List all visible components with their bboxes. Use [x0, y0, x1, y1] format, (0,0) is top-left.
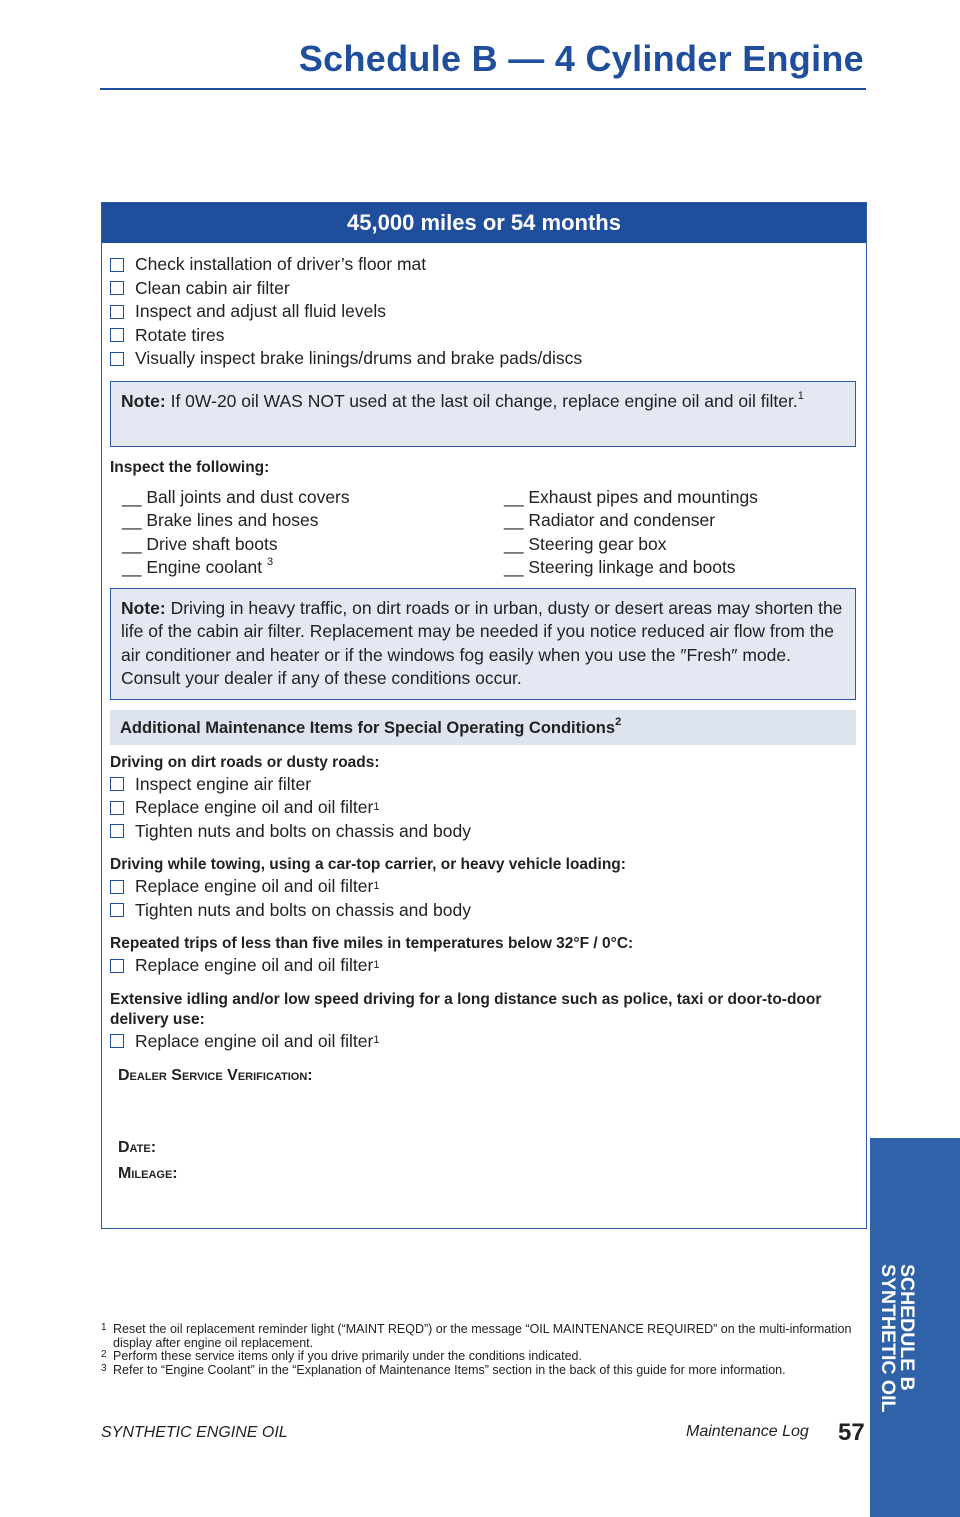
- condition-checklist: [110, 1030, 856, 1054]
- mileage-label: Mileage:: [118, 1165, 178, 1182]
- dealer-verification-label: Dealer Service Verification:: [118, 1067, 313, 1084]
- checklist-item[interactable]: Check installation of driver’s floor mat: [110, 253, 856, 277]
- footnote-ref: 1: [797, 389, 804, 402]
- checkbox[interactable]: [110, 824, 124, 838]
- footnote: 2 Perform these service items only if you drive primarily under the conditions indicated.: [101, 1349, 582, 1363]
- page-number: 57: [838, 1419, 865, 1446]
- inspect-heading: Inspect the following:: [110, 458, 270, 476]
- checkbox[interactable]: [110, 258, 124, 272]
- checkbox[interactable]: [110, 1034, 124, 1048]
- checklist-item[interactable]: Tighten nuts and bolts on chassis and body: [110, 820, 856, 844]
- checkbox[interactable]: [110, 328, 124, 342]
- checklist-item[interactable]: Inspect engine air filter: [110, 773, 856, 797]
- title-divider: [100, 88, 866, 90]
- inspect-item: __ Steering linkage and boots: [504, 557, 736, 577]
- section-side-tab[interactable]: [870, 1138, 960, 1517]
- card-body: [102, 243, 866, 1183]
- footnote-ref: 3: [266, 556, 274, 569]
- checkbox[interactable]: [110, 352, 124, 366]
- note-text: If 0W-20 oil WAS NOT used at the last oil change, replace engine oil and oil filter.: [170, 390, 798, 411]
- note-text: Driving in heavy traffic, on dirt roads or in urban, dusty or desert areas may shorten the life of the cabin air filter. Replacement may be needed if you notice reduced air flow from the air conditioner and heater or if the windows fog easily when you use the ″Fresh″ mode. Consult your dealer if any of these conditions occur.: [121, 597, 843, 688]
- checklist-item[interactable]: Replace engine oil and oil filter $^1$: [110, 954, 856, 978]
- condition-checklist: [110, 954, 856, 978]
- inspect-item: __ Engine coolant $^3$: [122, 556, 274, 577]
- checklist-item[interactable]: Rotate tires: [110, 324, 856, 348]
- checklist-item[interactable]: Inspect and adjust all fluid levels: [110, 300, 856, 324]
- checkbox[interactable]: [110, 959, 124, 973]
- page-title: Schedule B — 4 Cylinder Engine: [298, 38, 864, 79]
- cabin-filter-note: [110, 588, 856, 700]
- inspect-item: __ Ball joints and dust covers: [122, 486, 350, 507]
- condition-heading: Driving while towing, using a car-top carrier, or heavy vehicle loading:: [110, 856, 626, 873]
- inspect-item: __ Steering gear box: [504, 533, 667, 554]
- interval-header: 45,000 miles or 54 months: [102, 203, 866, 243]
- inspect-list: [110, 486, 856, 580]
- checkbox[interactable]: [110, 281, 124, 295]
- checkbox[interactable]: [110, 903, 124, 917]
- footnote-ref: 2: [615, 716, 622, 728]
- checklist-item[interactable]: Replace engine oil and oil filter $^1$: [110, 875, 856, 899]
- condition-heading: Driving on dirt roads or dusty roads:: [110, 753, 380, 771]
- footnote: 1 Reset the oil replacement reminder light (“MAINT REQD”) or the message “OIL MAINTENANCE REQUIRED” on the multi-information display after engine oil replacement.: [101, 1322, 852, 1350]
- footer-log-label: Maintenance Log: [686, 1423, 809, 1440]
- checklist-item[interactable]: Clean cabin air filter: [110, 277, 856, 301]
- inspect-item: __ Brake lines and hoses: [122, 510, 319, 530]
- condition-heading: Repeated trips of less than five miles in temperatures below 32°F / 0°C:: [110, 935, 634, 952]
- checklist-item[interactable]: Tighten nuts and bolts on chassis and body: [110, 899, 856, 923]
- checklist-item[interactable]: Replace engine oil and oil filter $^1$: [110, 796, 856, 820]
- note-label: Note:: [121, 390, 166, 411]
- checkbox[interactable]: [110, 305, 124, 319]
- condition-checklist: [110, 875, 856, 922]
- checklist-item[interactable]: Replace engine oil and oil filter $^1$: [110, 1030, 856, 1054]
- condition-checklist: [110, 773, 856, 844]
- checkbox[interactable]: [110, 801, 124, 815]
- note-label: Note:: [121, 597, 166, 618]
- inspect-item: __ Radiator and condenser: [504, 510, 716, 530]
- footnotes: [101, 1323, 863, 1377]
- checkbox[interactable]: [110, 777, 124, 791]
- date-label: Date:: [118, 1139, 157, 1156]
- service-checklist: [110, 253, 856, 371]
- side-tab-label: SCHEDULE B SYNTHETIC OIL: [877, 1264, 918, 1413]
- footer-section-label: SYNTHETIC ENGINE OIL: [101, 1424, 288, 1441]
- checkbox[interactable]: [110, 880, 124, 894]
- inspect-item: __ Exhaust pipes and mountings: [504, 486, 758, 507]
- inspect-item: __ Drive shaft boots: [122, 533, 278, 554]
- footnote: 3 Refer to “Engine Coolant” in the “Explanation of Maintenance Items” section in the back of this guide for more information.: [101, 1362, 786, 1377]
- maintenance-card: [101, 202, 867, 1229]
- special-conditions-band: Additional Maintenance Items for Special Operating Conditions$^2$: [110, 710, 856, 745]
- condition-heading: Extensive idling and/or low speed driving for a long distance such as police, taxi or door-to-door delivery use:: [110, 990, 822, 1028]
- checklist-item[interactable]: Visually inspect brake linings/drums and brake pads/discs: [110, 347, 856, 371]
- oil-note: [110, 381, 856, 447]
